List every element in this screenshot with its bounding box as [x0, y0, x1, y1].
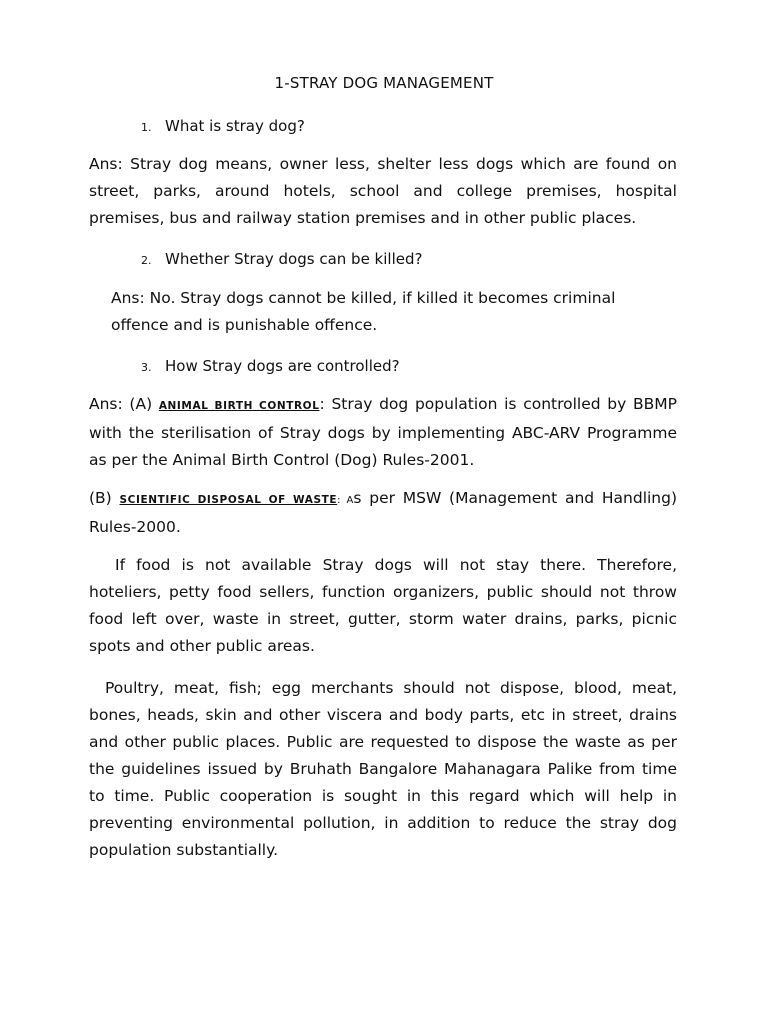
paragraph-poultry-waste: Poultry, meat, fish; egg merchants should not dispose, blood, meat, bones, heads, skin and other viscera and body parts, etc in street, drains and other public places. Public are requested to dispose the waste as per the guidelines issued by Bruhath Bangalore Mahanagara Palike from time to time. Public cooperation is sought in this regard which will help in preventing environmental pollution, in addition to reduce the stray dog population substantially.	[89, 679, 677, 859]
question-number: 1.	[141, 121, 152, 134]
heading-colon: :	[319, 395, 325, 413]
answer-text: Stray dog population is controlled by BBMP with the sterilisation of Stray dogs by implementing ABC-ARV Programme as per the Animal Birth Control (Dog) Rules-2001.	[89, 395, 677, 469]
question-3	[141, 357, 400, 375]
answer-1: Ans: Stray dog means, owner less, shelter less dogs which are found on street, parks, around hotels, school and college premises, hospital premises, bus and railway station premises and in other public places.	[89, 155, 677, 227]
question-number: 3.	[141, 361, 152, 374]
section-heading-animal-birth-control: ANIMAL BIRTH CONTROL	[158, 400, 320, 412]
document-title: 1-STRAY DOG MANAGEMENT	[274, 74, 494, 92]
paragraph-food-waste: If food is not available Stray dogs will not stay there. Therefore, hoteliers, petty food sellers, function organizers, public should not throw food left over, waste in street, gutter, storm water drains, parks, picnic spots and other public areas.	[89, 556, 677, 655]
answer-prefix: (B)	[89, 489, 120, 507]
question-number: 2.	[141, 254, 152, 267]
question-text: Whether Stray dogs can be killed?	[165, 250, 423, 268]
answer-text: s per MSW (Management and Handling) Rules-2000.	[89, 489, 678, 536]
heading-colon: : A	[337, 495, 354, 506]
answer-prefix: Ans: (A)	[89, 395, 159, 413]
answer-3a	[89, 391, 677, 474]
section-heading-scientific-disposal: SCIENTIFIC DISPOSAL OF WASTE	[119, 494, 338, 506]
answer-2: Ans: No. Stray dogs cannot be killed, if killed it becomes criminal offence and is punishable offence.	[111, 289, 616, 334]
question-2	[141, 250, 422, 268]
question-text: How Stray dogs are controlled?	[165, 357, 400, 375]
answer-3b	[89, 485, 677, 541]
question-text: What is stray dog?	[165, 117, 305, 135]
question-1	[141, 117, 305, 135]
